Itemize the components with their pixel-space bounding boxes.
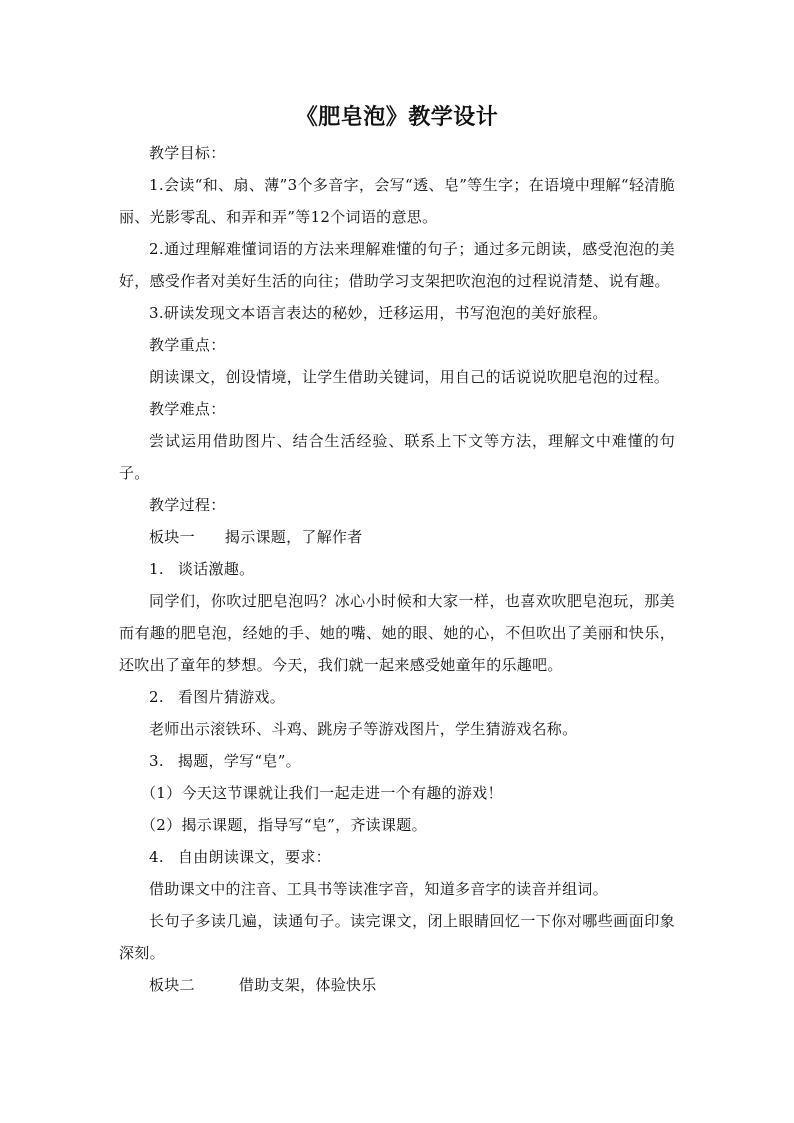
key-points-text: 朗读课文，创设情境，让学生借助关键词，用自己的话说说吹肥皂泡的过程。 [149,368,670,386]
step-3-sub-1: （1）今天这节课就让我们一起走进一个有趣的游戏！ [141,784,503,802]
section-2-title: 借助支架，体验快乐 [238,976,377,994]
step-3-heading [119,745,675,777]
step-3-title: 揭题，学写“皂”。 [177,752,301,770]
difficulties-heading: 教学难点： [149,400,226,418]
step-4-requirement-1: 借助课文中的注音、工具书等读准字音，知道多音字的读音并组词。 [149,880,609,898]
objective-1: 1.会读“和、扇、薄”3个多音字，会写“透、皂”等生字；在语境中理解“轻清脆丽、光影零乱、和弄和弄”等12个词语的意思。 [119,176,675,226]
section-2-label: 板块二 [149,976,195,994]
step-4-heading [119,841,675,873]
step-3-sub-2: （2）揭示课题，指导写“皂”，齐读课题。 [141,816,427,834]
step-1-number: 1. [149,560,164,578]
step-3-number: 3. [149,752,164,770]
objectives-heading: 教学目标： [149,144,226,162]
document-body [119,137,675,1001]
step-2-heading [119,681,675,713]
process-heading: 教学过程： [149,496,226,514]
step-4-number: 4. [149,848,164,866]
section-2-heading [119,969,675,1001]
key-points-heading: 教学重点： [149,336,226,354]
step-2-text: 老师出示滚铁环、斗鸡、跳房子等游戏图片，学生猜游戏名称。 [149,720,578,738]
step-2-title: 看图片猜游戏。 [177,688,286,706]
objective-2: 2.通过理解难懂词语的方法来理解难懂的句子；通过多元朗读，感受泡泡的美好，感受作者对美好生活的向往；借助学习支架把吹泡泡的过程说清楚、说有趣。 [119,240,675,290]
step-4-requirement-2: 长句子多读几遍，读通句子。读完课文，闭上眼睛回忆一下你对哪些画面印象深刻。 [119,912,675,962]
step-1-title: 谈话激趣。 [177,560,255,578]
section-1-title: 揭示课题，了解作者 [224,528,363,546]
step-2-number: 2. [149,688,164,706]
difficulties-text: 尝试运用借助图片、结合生活经验、联系上下文等方法，理解文中难懂的句子。 [119,432,675,482]
section-1-heading [119,521,675,553]
document-title: 《肥皂泡》教学设计 [295,105,499,130]
step-1-text: 同学们，你吹过肥皂泡吗？冰心小时候和大家一样，也喜欢吹肥皂泡玩，那美而有趣的肥皂泡，经她的手、她的嘴、她的眼、她的心，不但吹出了美丽和快乐，还吹出了童年的梦想。今天，我们就一起来感受她童年的乐趣吧。 [119,592,675,674]
step-1-heading [119,553,675,585]
objective-3: 3.研读发现文本语言表达的秘妙，迁移运用，书写泡泡的美好旅程。 [149,304,608,322]
section-1-label: 板块一 [149,528,195,546]
step-4-title: 自由朗读课文，要求： [177,848,331,866]
